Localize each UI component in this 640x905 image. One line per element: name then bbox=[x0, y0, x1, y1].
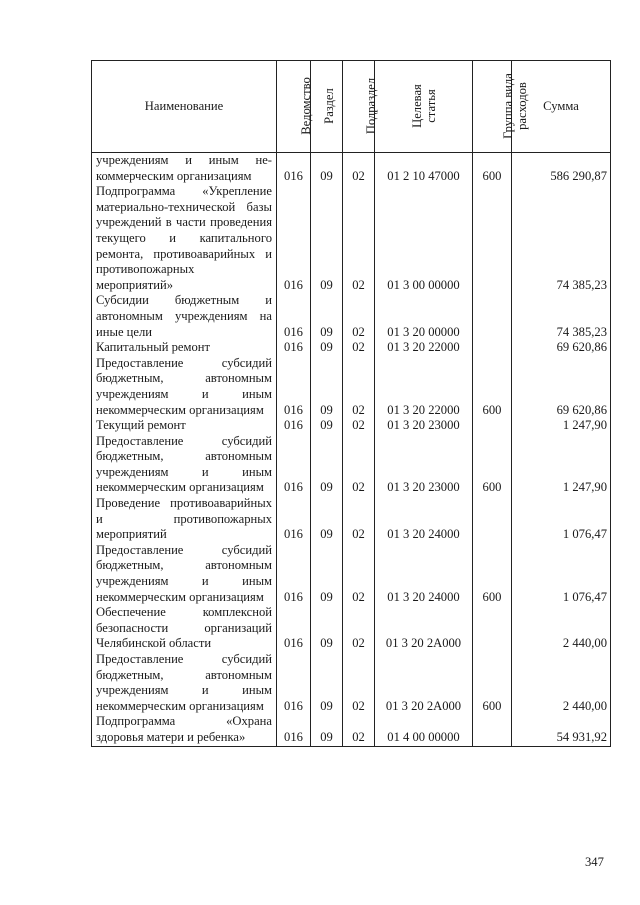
table-row bbox=[92, 605, 611, 652]
row-expense-group bbox=[473, 340, 512, 356]
table-row bbox=[92, 434, 611, 496]
row-amount: 1 076,47 bbox=[512, 496, 611, 543]
row-department: 016 bbox=[277, 652, 311, 714]
row-subsection: 02 bbox=[343, 153, 375, 185]
row-expense-group: 600 bbox=[473, 543, 512, 605]
row-target-article: 01 3 00 00000 bbox=[375, 184, 473, 293]
row-subsection: 02 bbox=[343, 356, 375, 418]
row-target-article: 01 3 20 24000 bbox=[375, 496, 473, 543]
table-row bbox=[92, 496, 611, 543]
row-department: 016 bbox=[277, 543, 311, 605]
row-name: Подпрограмма «Укрепление материально-технической базы учреждений в части проведения текущего и капитального ремонта, противоаварийных и противопожарных мероприятий» bbox=[92, 184, 277, 293]
row-target-article: 01 3 20 23000 bbox=[375, 418, 473, 434]
row-subsection: 02 bbox=[343, 543, 375, 605]
row-subsection: 02 bbox=[343, 714, 375, 746]
row-subsection: 02 bbox=[343, 605, 375, 652]
header-expense-group-cell bbox=[473, 61, 529, 153]
row-name: Предоставление субсидий бюджетным, автономным учреждениям и иным некоммерческим организациям bbox=[92, 356, 277, 418]
row-subsection: 02 bbox=[343, 293, 375, 340]
row-name: Предоставление субсидий бюджетным, автономным учреждениям и иным некоммерческим организациям bbox=[92, 434, 277, 496]
header-target-article: Целевая статья bbox=[409, 83, 438, 128]
row-section: 09 bbox=[311, 652, 343, 714]
row-expense-group bbox=[473, 418, 512, 434]
table-row bbox=[92, 652, 611, 714]
row-amount: 2 440,00 bbox=[512, 652, 611, 714]
row-name: Подпрограмма «Охрана здоровья матери и ребенка» bbox=[92, 714, 277, 746]
header-subsection-cell bbox=[343, 61, 379, 153]
row-subsection: 02 bbox=[343, 496, 375, 543]
row-section: 09 bbox=[311, 714, 343, 746]
row-target-article: 01 2 10 47000 bbox=[375, 153, 473, 185]
row-name: Текущий ремонт bbox=[92, 418, 277, 434]
row-subsection: 02 bbox=[343, 340, 375, 356]
row-expense-group bbox=[473, 714, 512, 746]
row-department: 016 bbox=[277, 293, 311, 340]
row-target-article: 01 4 00 00000 bbox=[375, 714, 473, 746]
row-amount: 74 385,23 bbox=[512, 184, 611, 293]
row-name: Предоставление субсидий бюджетным, автономным учреждениям и иным некоммерческим организациям bbox=[92, 543, 277, 605]
row-subsection: 02 bbox=[343, 652, 375, 714]
row-department: 016 bbox=[277, 496, 311, 543]
row-section: 09 bbox=[311, 434, 343, 496]
page-number: 347 bbox=[585, 855, 604, 869]
table-row bbox=[92, 714, 611, 746]
row-section: 09 bbox=[311, 340, 343, 356]
row-department: 016 bbox=[277, 434, 311, 496]
row-expense-group: 600 bbox=[473, 652, 512, 714]
row-amount: 1 076,47 bbox=[512, 543, 611, 605]
row-name: Капитальный ремонт bbox=[92, 340, 277, 356]
row-expense-group bbox=[473, 184, 512, 293]
row-amount: 2 440,00 bbox=[512, 605, 611, 652]
table-row bbox=[92, 418, 611, 434]
header-expense-group: Группа вида расходов bbox=[501, 72, 529, 139]
row-section: 09 bbox=[311, 496, 343, 543]
header-section-cell bbox=[311, 61, 343, 153]
row-name: Проведение противоаварийных и противопожарных мероприятий bbox=[92, 496, 277, 543]
row-amount: 1 247,90 bbox=[512, 434, 611, 496]
table-row bbox=[92, 356, 611, 418]
row-section: 09 bbox=[311, 293, 343, 340]
row-department: 016 bbox=[277, 340, 311, 356]
row-name: Обеспечение комплексной безопасности организаций Челябинской области bbox=[92, 605, 277, 652]
header-name: Наименование bbox=[92, 61, 277, 153]
row-expense-group bbox=[473, 496, 512, 543]
header-section: Раздел bbox=[321, 87, 336, 124]
row-amount: 586 290,87 bbox=[512, 153, 611, 185]
row-section: 09 bbox=[311, 418, 343, 434]
row-section: 09 bbox=[311, 184, 343, 293]
row-expense-group bbox=[473, 293, 512, 340]
table-row bbox=[92, 340, 611, 356]
row-target-article: 01 3 20 00000 bbox=[375, 293, 473, 340]
row-section: 09 bbox=[311, 356, 343, 418]
row-target-article: 01 3 20 2А000 bbox=[375, 605, 473, 652]
row-department: 016 bbox=[277, 605, 311, 652]
row-department: 016 bbox=[277, 153, 311, 185]
row-target-article: 01 3 20 22000 bbox=[375, 340, 473, 356]
table-row bbox=[92, 543, 611, 605]
table-row bbox=[92, 153, 611, 185]
row-subsection: 02 bbox=[343, 434, 375, 496]
row-expense-group: 600 bbox=[473, 153, 512, 185]
row-name: Субсидии бюджетным и автономным учреждениям на иные цели bbox=[92, 293, 277, 340]
row-amount: 1 247,90 bbox=[512, 418, 611, 434]
row-section: 09 bbox=[311, 153, 343, 185]
row-target-article: 01 3 20 24000 bbox=[375, 543, 473, 605]
row-amount: 69 620,86 bbox=[512, 356, 611, 418]
row-section: 09 bbox=[311, 543, 343, 605]
row-target-article: 01 3 20 2А000 bbox=[375, 652, 473, 714]
row-expense-group: 600 bbox=[473, 434, 512, 496]
table-row bbox=[92, 293, 611, 340]
row-department: 016 bbox=[277, 418, 311, 434]
row-subsection: 02 bbox=[343, 418, 375, 434]
row-target-article: 01 3 20 23000 bbox=[375, 434, 473, 496]
row-amount: 74 385,23 bbox=[512, 293, 611, 340]
table-header-row bbox=[92, 61, 611, 153]
row-amount: 69 620,86 bbox=[512, 340, 611, 356]
header-subsection: Подраздел bbox=[364, 77, 379, 134]
row-department: 016 bbox=[277, 184, 311, 293]
header-target-article-cell bbox=[375, 61, 473, 153]
table-row bbox=[92, 184, 611, 293]
row-name: Предоставление субсидий бюджетным, автономным учреждениям и иным некоммерческим организациям bbox=[92, 652, 277, 714]
row-amount: 54 931,92 bbox=[512, 714, 611, 746]
row-subsection: 02 bbox=[343, 184, 375, 293]
row-section: 09 bbox=[311, 605, 343, 652]
row-target-article: 01 3 20 22000 bbox=[375, 356, 473, 418]
header-department: Ведомство bbox=[298, 76, 313, 135]
row-department: 016 bbox=[277, 714, 311, 746]
row-department: 016 bbox=[277, 356, 311, 418]
header-department-cell bbox=[277, 61, 311, 153]
header-amount: Сумма bbox=[512, 61, 611, 153]
row-expense-group: 600 bbox=[473, 356, 512, 418]
row-expense-group bbox=[473, 605, 512, 652]
row-name: учреждениям и иным не-коммерческим организациям bbox=[92, 153, 277, 185]
budget-table bbox=[91, 60, 611, 747]
